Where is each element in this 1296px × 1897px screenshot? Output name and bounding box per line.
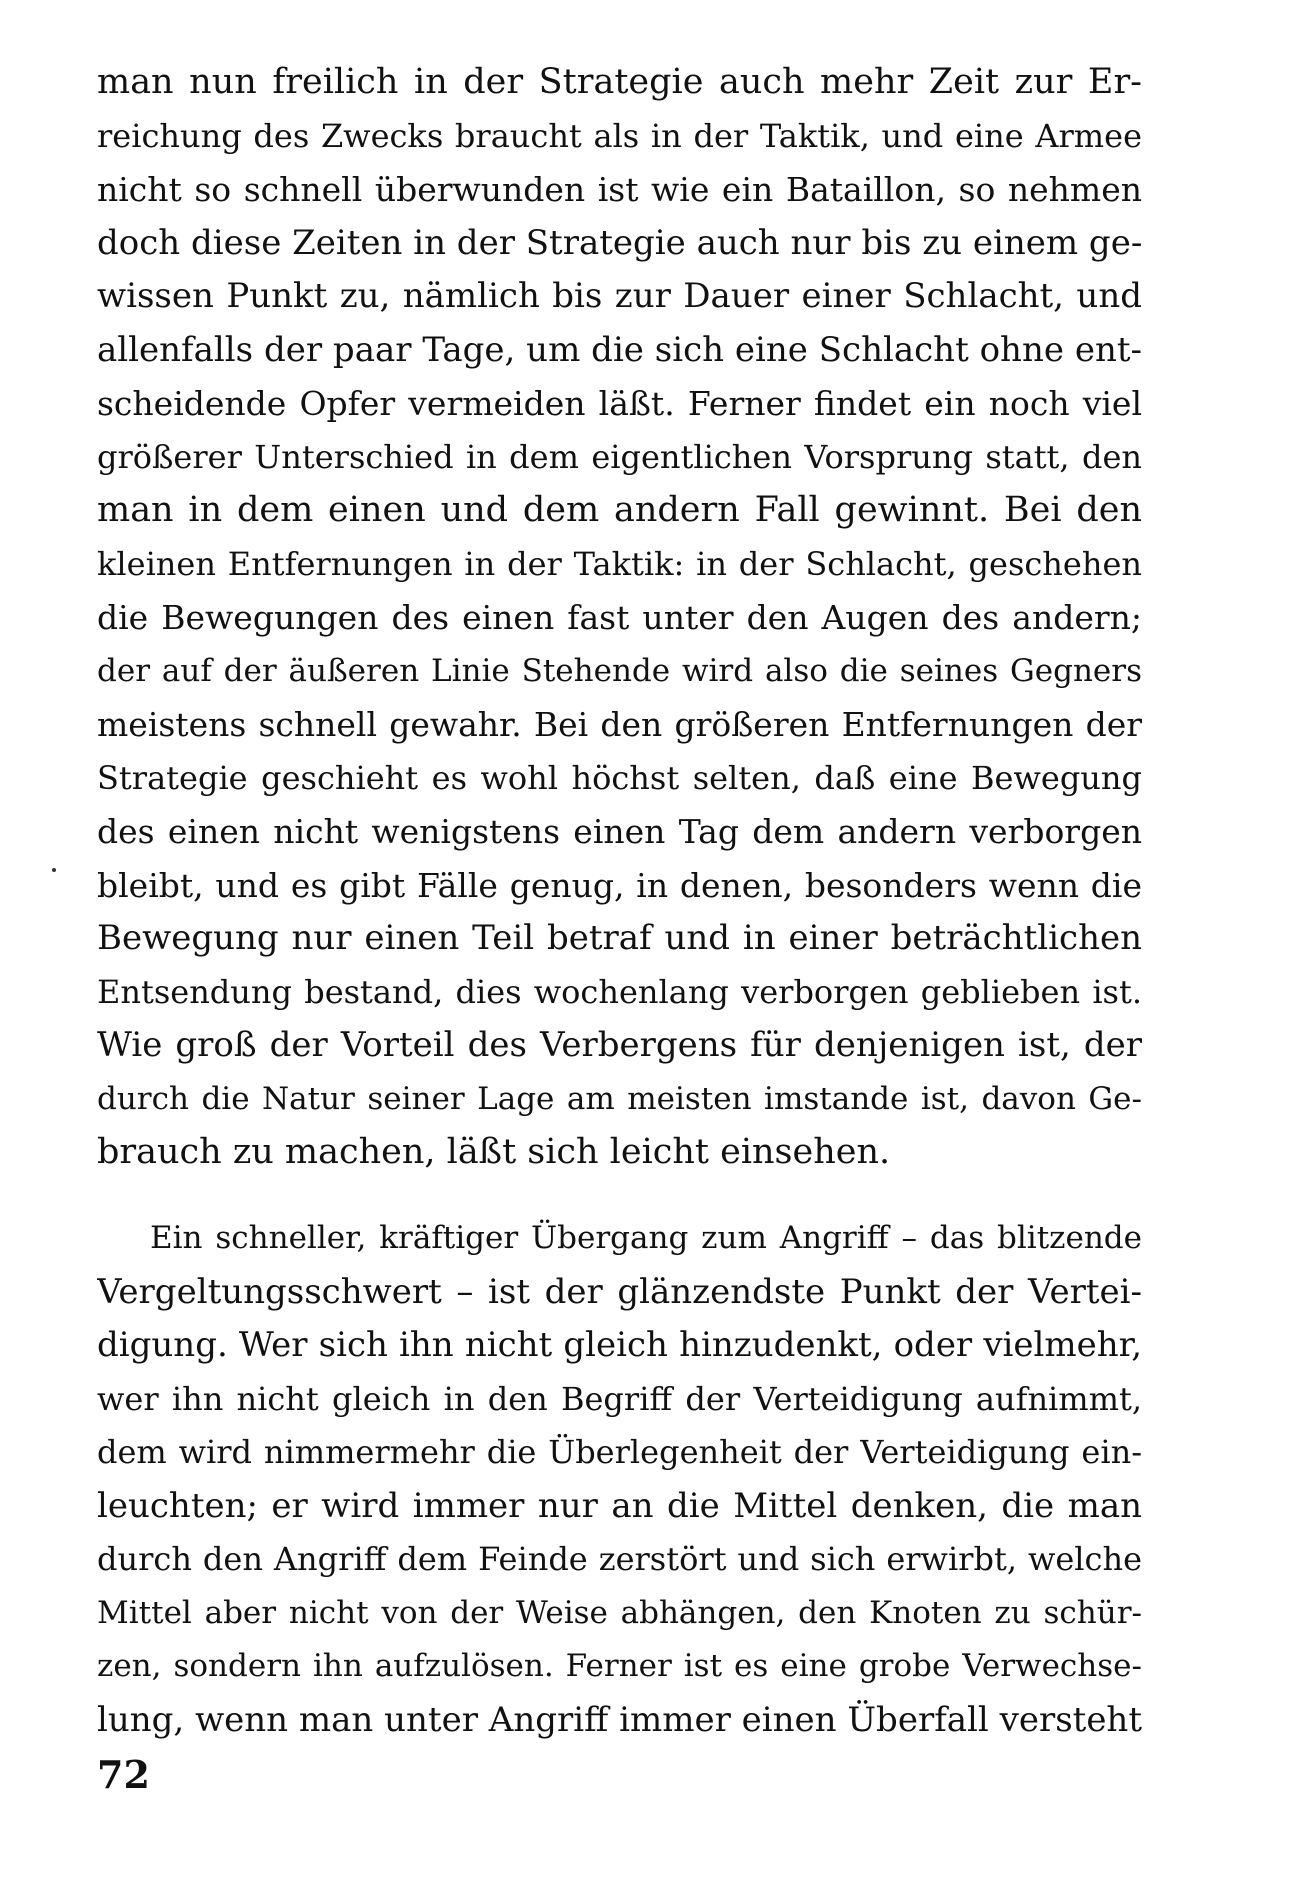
text-line: nicht so schnell überwunden ist wie ein Bataillon, so nehmen [97,170,1142,209]
text-line: leuchten; er wird immer nur an die Mittel denken, die man [97,1485,1142,1526]
text-line: allenfalls der paar Tage, um die sich eine Schlacht ohne ent- [97,329,1142,370]
text-line: man nun freilich in der Strategie auch mehr Zeit zur Er- [97,62,1142,102]
text-line: bleibt, und es gibt Fälle genug, in denen, besonders wenn die [97,865,1142,905]
text-line: meistens schnell gewahr. Bei den größeren Entfernungen der [97,705,1142,744]
text-line: Entsendung bestand, dies wochenlang verborgen geblieben ist. [97,972,1142,1011]
paragraph-2 [97,1212,1142,1747]
margin-dot [52,868,56,872]
text-line: dem wird nimmermehr die Überlegenheit der Verteidigung ein- [97,1433,1142,1471]
text-line: die Bewegungen des einen fast unter den Augen des andern; [97,598,1142,637]
text-line: Mittel aber nicht von der Weise abhängen, den Knoten zu schür- [97,1594,1142,1631]
text-line: Vergeltungsschwert – ist der glänzendste Punkt der Vertei- [97,1271,1142,1312]
text-line: Ein schneller, kräftiger Übergang zum Angriff – das blitzende [150,1220,1142,1256]
text-line: doch diese Zeiten in der Strategie auch nur bis zu einem ge- [97,222,1142,263]
text-line: der auf der äußeren Linie Stehende wird also die seines Gegners [97,652,1142,689]
text-line: lung, wenn man unter Angriff immer einen Überfall versteht [97,1699,1142,1740]
text-line: Bewegung nur einen Teil betraf und in einer beträchtlichen [97,918,1142,958]
text-line: scheidende Opfer vermeiden läßt. Ferner findet ein noch viel [97,384,1142,423]
text-line: digung. Wer sich ihn nicht gleich hinzudenkt, oder vielmehr, [97,1325,1142,1365]
text-line: reichung des Zwecks braucht als in der Taktik, und eine Armee [97,116,1142,155]
text-line: wer ihn nicht gleich in den Begriff der Verteidigung aufnimmt, [97,1379,1142,1418]
text-line: des einen nicht wenigstens einen Tag dem andern verborgen [97,812,1142,851]
text-line: Strategie geschieht es wohl höchst selten, daß eine Bewegung [97,758,1142,797]
text-line: brauch zu machen, läßt sich leicht einsehen. [97,1132,891,1172]
text-line: Wie groß der Vorteil des Verbergens für denjenigen ist, der [97,1025,1142,1065]
text-line: durch den Angriff dem Feinde zerstört und sich erwirbt, welche [97,1540,1142,1578]
text-line: man in dem einen und dem andern Fall gewinnt. Bei den [97,490,1142,530]
text-line: durch die Natur seiner Lage am meisten imstande ist, davon Ge- [97,1080,1142,1117]
text-line: wissen Punkt zu, nämlich bis zur Dauer einer Schlacht, und [97,276,1142,316]
text-line: zen, sondern ihn aufzulösen. Ferner ist es eine grobe Verwechse- [97,1648,1142,1684]
text-line: größerer Unterschied in dem eigentlichen Vorsprung statt, den [97,437,1142,476]
page-number: 72 [97,1752,150,1797]
paragraph-1 [97,56,1142,1180]
text-line: kleinen Entfernungen in der Taktik: in der Schlacht, geschehen [97,544,1142,583]
